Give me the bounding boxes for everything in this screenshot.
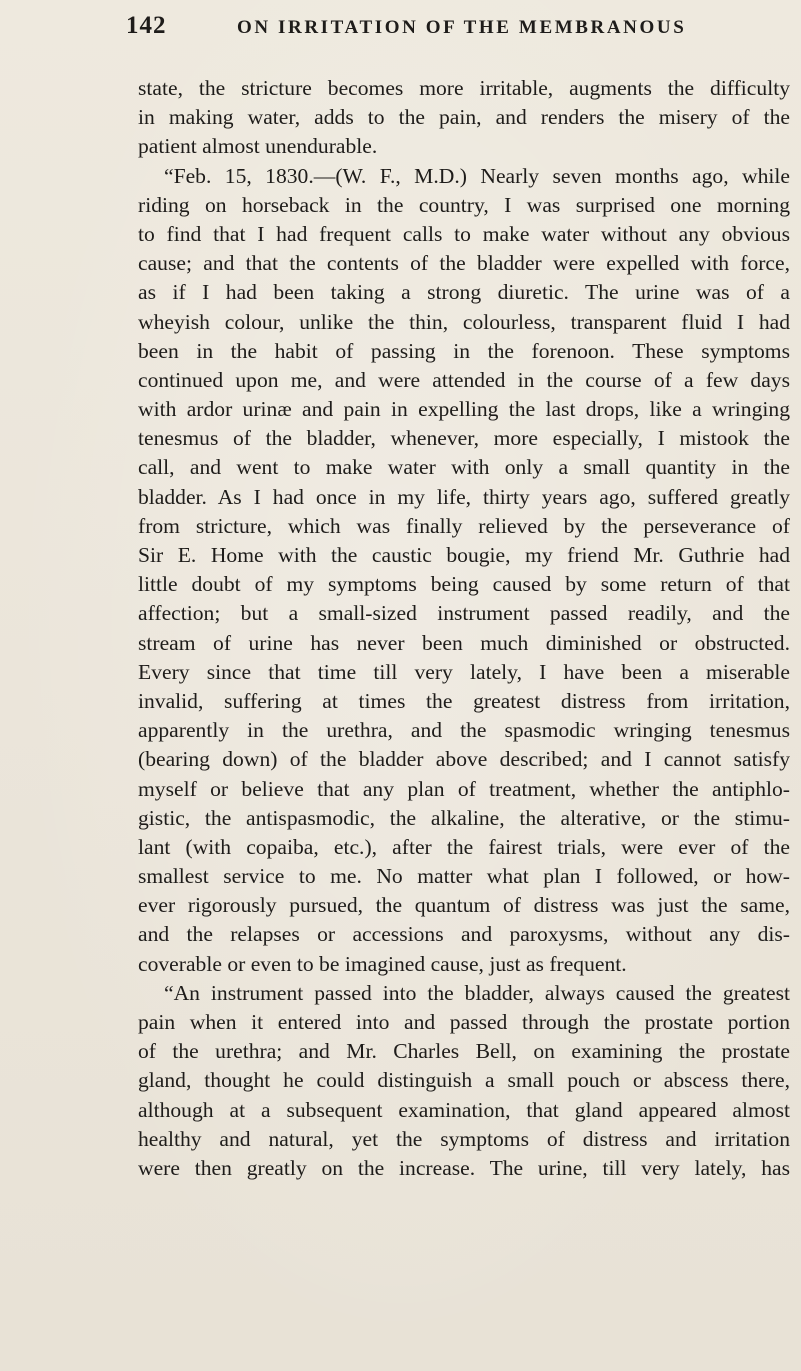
text-line: wheyish colour, unlike the thin, colourless, transparent fluid I had: [138, 309, 790, 334]
text-line: call, and went to make water with only a small quantity in the: [138, 455, 790, 480]
text-line: gistic, the antispasmodic, the alkaline, the alterative, or the stimu-: [138, 805, 790, 830]
text-line: little doubt of my symptoms being caused by some return of that: [138, 572, 790, 597]
text-line: (bearing down) of the bladder above described; and I cannot satisfy: [138, 747, 790, 772]
text-line: invalid, suffering at times the greatest distress from irritation,: [138, 688, 790, 713]
text-line: with ardor urinæ and pain in expelling the last drops, like a wringing: [138, 397, 790, 422]
text-line: although at a subsequent examination, that gland appeared almost: [138, 1097, 790, 1122]
running-head: [100, 12, 790, 52]
text-line: of the urethra; and Mr. Charles Bell, on examining the prostate: [138, 1039, 790, 1064]
text-line: coverable or even to be imagined cause, just as frequent.: [138, 951, 627, 976]
text-line: lant (with copaiba, etc.), after the fairest trials, were ever of the: [138, 834, 790, 859]
page-number: 142: [126, 12, 167, 39]
text-line: from stricture, which was finally relieved by the perseverance of: [138, 513, 790, 538]
text-line: Sir E. Home with the caustic bougie, my friend Mr. Guthrie had: [138, 543, 790, 567]
text-line: “Feb. 15, 1830.—(W. F., M.D.) Nearly seven months ago, while: [164, 163, 790, 188]
text-line: ever rigorously pursued, the quantum of distress was just the same,: [138, 893, 790, 918]
text-line: affection; but a small-sized instrument passed readily, and the: [138, 601, 790, 626]
text-line: pain when it entered into and passed through the prostate portion: [138, 1010, 790, 1034]
running-title: ON IRRITATION OF THE MEMBRANOUS: [237, 17, 687, 38]
text-line: myself or believe that any plan of treatment, whether the antiphlo-: [138, 776, 790, 801]
text-line: been in the habit of passing in the forenoon. These symptoms: [138, 338, 790, 363]
text-line: apparently in the urethra, and the spasmodic wringing tenesmus: [138, 718, 790, 743]
text-line: riding on horseback in the country, I was surprised one morning: [138, 192, 790, 217]
text-line: tenesmus of the bladder, whenever, more especially, I mistook the: [138, 426, 790, 451]
body-text: [138, 74, 790, 1183]
text-line: patient almost unendurable.: [138, 134, 378, 159]
text-line: were then greatly on the increase. The urine, till very lately, has: [138, 1155, 790, 1180]
text-line: cause; and that the contents of the bladder were expelled with force,: [138, 251, 790, 276]
text-line: continued upon me, and were attended in the course of a few days: [138, 367, 790, 392]
text-line: state, the stricture becomes more irritable, augments the difficulty: [138, 76, 790, 100]
text-line: and the relapses or accessions and paroxysms, without any dis-: [138, 922, 790, 947]
text-line: Every since that time till very lately, I have been a miserable: [138, 659, 790, 684]
text-line: to find that I had frequent calls to make water without any obvious: [138, 221, 790, 246]
text-line: smallest service to me. No matter what plan I followed, or how-: [138, 864, 790, 889]
text-line: as if I had been taking a strong diuretic. The urine was of a: [138, 280, 790, 305]
text-line: stream of urine has never been much diminished or obstructed.: [138, 630, 790, 655]
text-line: bladder. As I had once in my life, thirty years ago, suffered greatly: [138, 484, 790, 509]
text-line: gland, thought he could distinguish a small pouch or abscess there,: [138, 1068, 790, 1093]
text-line: healthy and natural, yet the symptoms of distress and irritation: [138, 1126, 790, 1151]
text-line: “An instrument passed into the bladder, always caused the greatest: [164, 980, 790, 1005]
text-line: in making water, adds to the pain, and renders the misery of the: [138, 105, 790, 130]
